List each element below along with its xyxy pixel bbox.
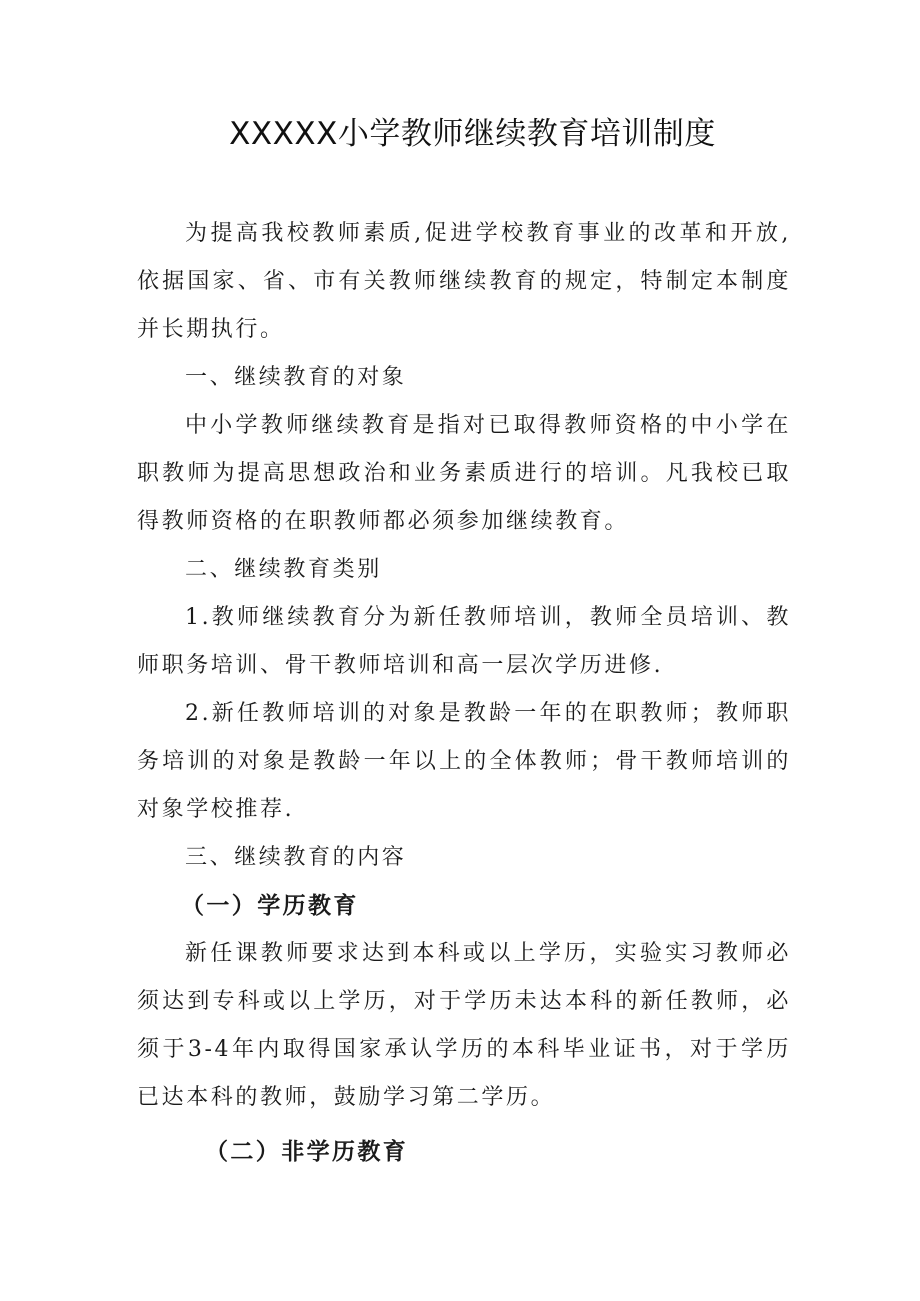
section3-sub2-heading: （二）非学历教育 — [205, 1139, 409, 1165]
section2-item2: 2.新任教师培训的对象是教龄一年的在职教师；教师职务培训的对象是教龄一年以上的全体教师；骨干教师培训的对象学校推荐. — [137, 701, 791, 822]
section3-sub1-heading: （一）学历教育 — [181, 893, 359, 919]
section2-heading: 二、继续教育类别 — [185, 557, 382, 582]
section1-heading: 一、继续教育的对象 — [185, 365, 407, 390]
document-title: XXXXX小学教师继续教育培训制度 — [229, 116, 716, 152]
section3-heading: 三、继续教育的内容 — [185, 845, 407, 870]
section3-sub1-paragraph: 新任课教师要求达到本科或以上学历，实验实习教师必须达到专科或以上学历，对于学历未达本科的新任教师，必须于3-4年内取得国家承认学历的本科毕业证书，对于学历已达本科的教师，鼓励学习第二学历。 — [137, 941, 791, 1110]
section2-item1: 1.教师继续教育分为新任教师培训，教师全员培训、教师职务培训、骨干教师培训和高一层次学历进修. — [137, 605, 791, 678]
section1-paragraph: 中小学教师继续教育是指对已取得教师资格的中小学在职教师为提高思想政治和业务素质进行的培训。凡我校已取得教师资格的在职教师都必须参加继续教育。 — [137, 413, 791, 534]
document-body — [137, 210, 791, 1176]
intro-paragraph: 为提高我校教师素质,促进学校教育事业的改革和开放,依据国家、省、市有关教师继续教育的规定，特制定本制度并长期执行。 — [137, 221, 791, 342]
